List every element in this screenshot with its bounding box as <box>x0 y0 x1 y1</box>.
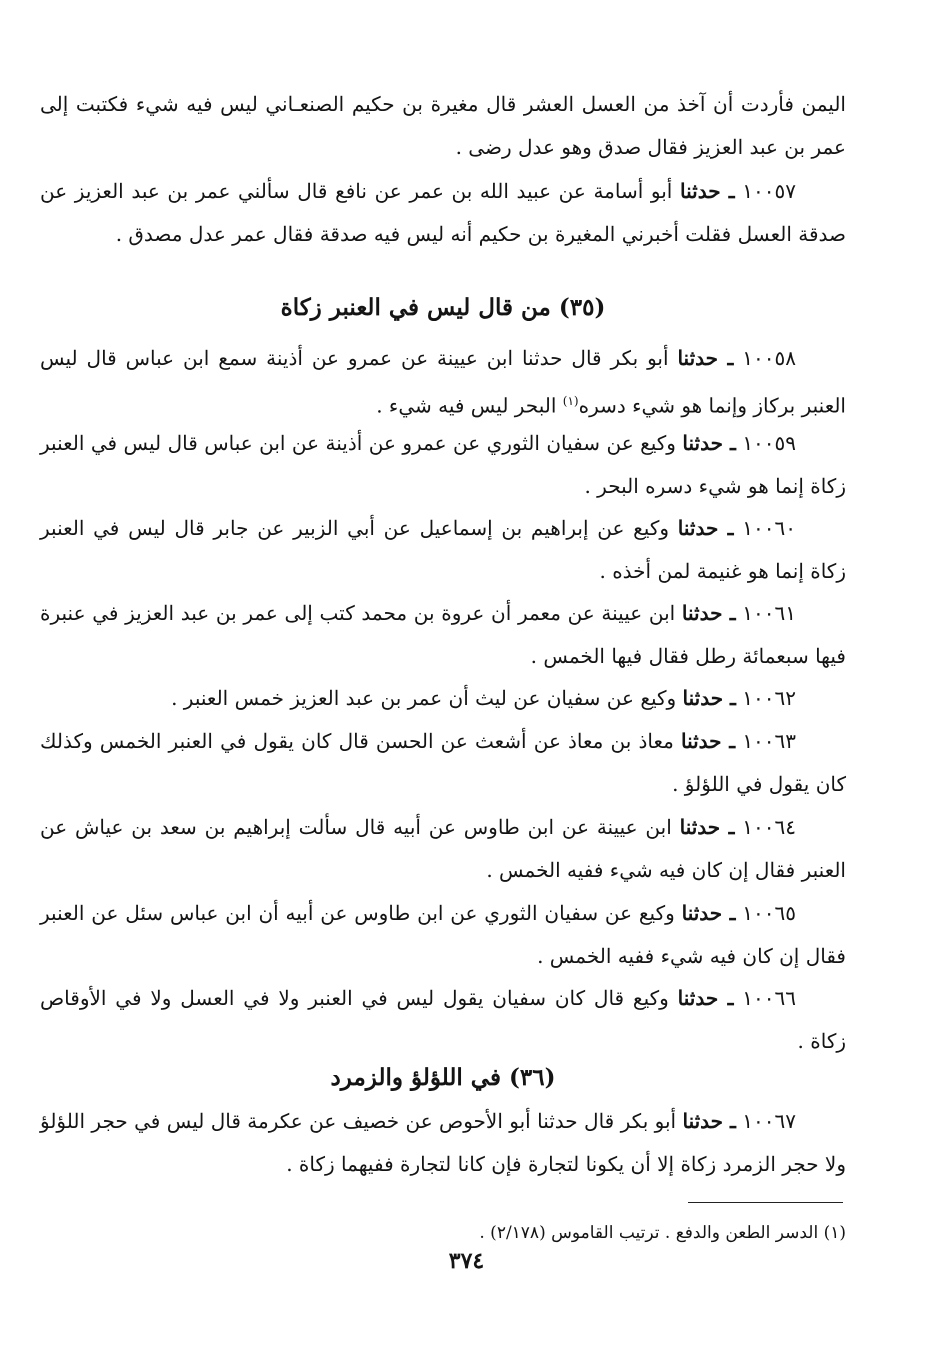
footnote-reference: (١) <box>562 394 579 408</box>
hadith-text: وكيع عن إبراهيم بن إسماعيل عن أبي الزبير عن جابر قال ليس في العنبر زكاة إنما هو غنيمة لمن أخذه . <box>40 516 846 583</box>
hadith-number: ١٠٠٥٧ <box>742 179 796 203</box>
haddathana-label: ـ حدثنا <box>679 815 735 839</box>
haddathana-label: ـ حدثنا <box>682 686 736 710</box>
hadith-10057 <box>40 170 846 256</box>
section-heading-36: (٣٦) في اللؤلؤ والزمرد <box>330 1064 556 1091</box>
hadith-text: معاذ بن معاذ عن أشعث عن الحسن قال كان يقول في العنبر الخمس وكذلك كان يقول في اللؤلؤ . <box>40 729 846 796</box>
hadith-number: ١٠٠٥٨ <box>742 346 796 370</box>
hadith-text-continued: البحر ليس فيه شيء . <box>376 393 557 418</box>
hadith-number: ١٠٠٦٣ <box>742 729 797 753</box>
hadith-text: وكيع قال كان سفيان يقول ليس في العنبر ولا في العسل ولا في الأوقاص زكاة . <box>40 986 846 1053</box>
hadith-number: ١٠٠٦٢ <box>742 686 796 710</box>
hadith-10064 <box>40 806 846 892</box>
hadith-number: ١٠٠٦٧ <box>742 1109 796 1133</box>
haddathana-label: ـ حدثنا <box>677 346 734 370</box>
hadith-number: ١٠٠٦٦ <box>742 986 797 1010</box>
haddathana-label: ـ حدثنا <box>682 1109 736 1133</box>
hadith-10062 <box>40 677 846 720</box>
hadith-10058 <box>40 337 846 428</box>
haddathana-label: ـ حدثنا <box>681 601 736 625</box>
haddathana-label: ـ حدثنا <box>682 431 736 455</box>
hadith-10063 <box>40 720 846 806</box>
hadith-number: ١٠٠٦١ <box>742 601 797 625</box>
hadith-number: ١٠٠٥٩ <box>742 431 797 455</box>
hadith-10061 <box>40 592 846 678</box>
haddathana-label: ـ حدثنا <box>677 516 734 540</box>
footnote: (١) الدسر الطعن والدفع . ترتيب القاموس (٢/١٧٨) . <box>479 1223 846 1243</box>
hadith-number: ١٠٠٦٥ <box>742 901 797 925</box>
hadith-10059 <box>40 422 846 508</box>
hadith-text: أبو أسامة عن عبيد الله بن عمر عن نافع قال سألني عمر بن عبد العزيز عن صدقة العسل فقلت أخبرني المغيرة بن حكيم أنه ليس فيه صدقة فقال عمر عدل مصدق . <box>40 179 846 246</box>
hadith-number: ١٠٠٦٤ <box>742 815 796 839</box>
haddathana-label: ـ حدثنا <box>681 901 736 925</box>
hadith-10065 <box>40 892 846 978</box>
paragraph-text: اليمن فأردت أن آخذ من العسل العشر قال مغيرة بن حكيم الصنعـاني ليس فيه شيء فكتبت إلى عمر بن عبد العزيز فقال صدق وهو عدل رضى . <box>40 92 846 159</box>
hadith-text: وكيع عن سفيان الثوري عن عمرو عن أذينة عن ابن عباس قال ليس في العنبر زكاة إنما هو شيء دسره البحر . <box>40 431 846 498</box>
haddathana-label: ـ حدثنا <box>680 179 735 203</box>
hadith-text: أبو بكر قال حدثنا ابن عيينة عن عمرو عن أذينة سمع ابن عباس قال ليس العنبر بركاز وإنما هو شيء دسره <box>40 346 846 418</box>
hadith-text: ابن عيينة عن معمر أن عروة بن محمد كتب إلى عمر بن عبد العزيز في عنبرة فيها سبعمائة رطل فقال فيها الخمس . <box>40 601 846 668</box>
continuation-paragraph <box>40 83 846 169</box>
page-number: ٣٧٤ <box>448 1248 485 1274</box>
haddathana-label: ـ حدثنا <box>680 729 736 753</box>
hadith-10066 <box>40 977 846 1063</box>
hadith-10060 <box>40 507 846 593</box>
section-heading-35: (٣٥) من قال ليس في العنبر زكاة <box>280 294 606 321</box>
footnote-separator <box>688 1202 843 1203</box>
hadith-text: وكيع عن سفيان الثوري عن ابن طاوس عن أبيه أن ابن عباس سئل عن العنبر فقال إن كان فيه شيء ففيه الخمس . <box>40 901 846 968</box>
hadith-text: أبو بكر قال حدثنا أبو الأحوص عن خصيف عن عكرمة قال ليس في حجر اللؤلؤ ولا حجر الزمرد زكاة إلا أن يكونا لتجارة فإن كانا لتجارة ففيهما زكاة . <box>40 1109 846 1176</box>
hadith-number: ١٠٠٦٠ <box>742 516 797 540</box>
hadith-text: ابن عيينة عن ابن طاوس عن أبيه قال سألت إبراهيم بن سعد بن عياش عن العنبر فقال إن كان فيه شيء ففيه الخمس . <box>40 815 846 882</box>
hadith-text: وكيع عن سفيان عن ليث أن عمر بن عبد العزيز خمس العنبر . <box>171 686 677 710</box>
haddathana-label: ـ حدثنا <box>677 986 734 1010</box>
hadith-10067 <box>40 1100 846 1186</box>
